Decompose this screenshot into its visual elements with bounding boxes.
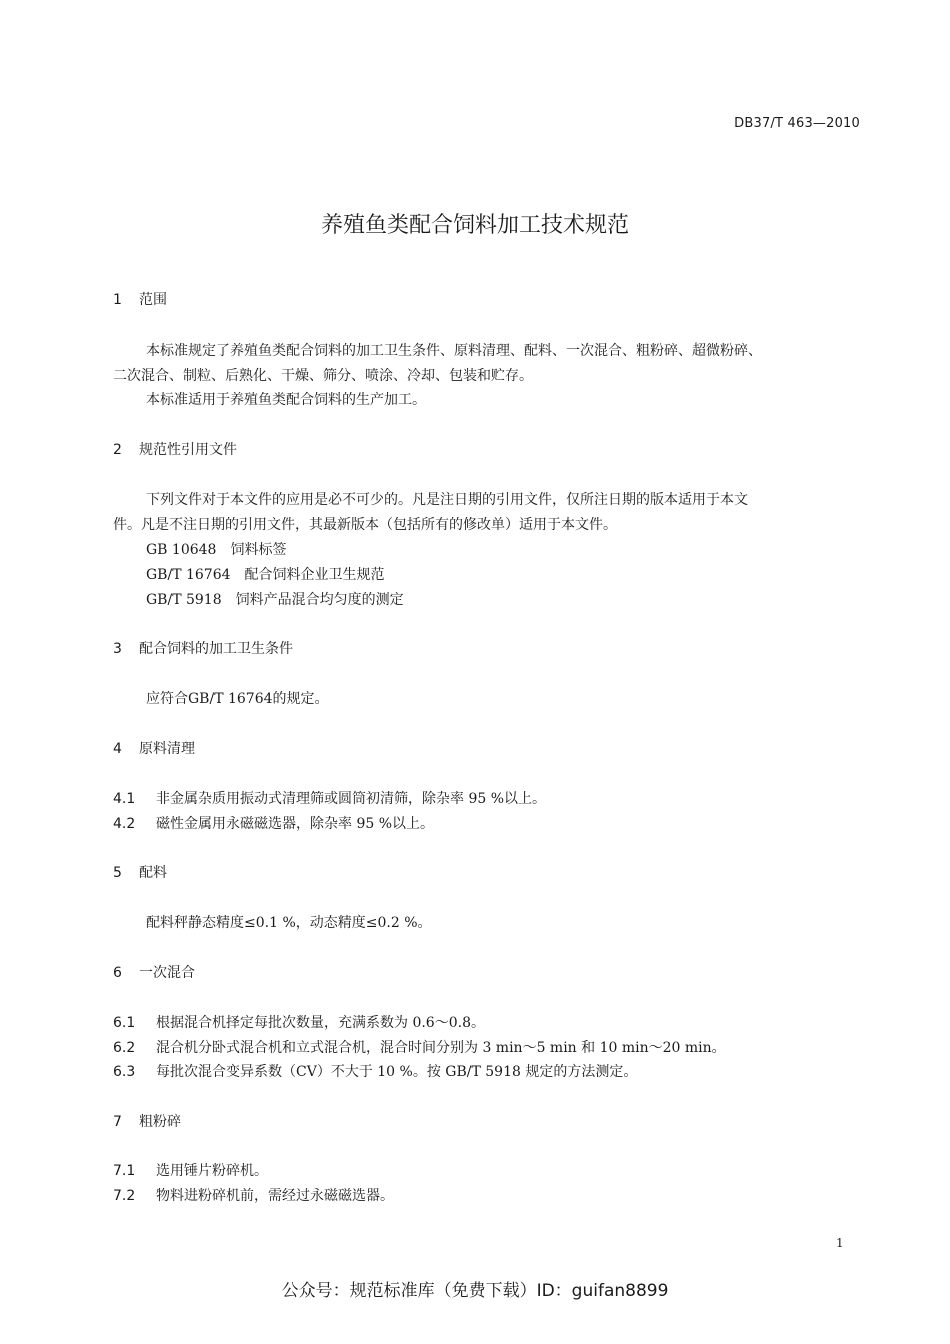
clause-number: 6.1	[113, 1015, 136, 1031]
clause	[113, 788, 546, 808]
clause-number: 6.3	[113, 1064, 136, 1080]
clause-text: 物料进粉碎机前，需经过永磁磁选器。	[156, 1188, 394, 1204]
paragraph: 二次混合、制粒、后熟化、干燥、筛分、喷涂、冷却、包装和贮存。	[113, 368, 533, 384]
paragraph: 件。凡是不注日期的引用文件，其最新版本（包括所有的修改单）适用于本文件。	[113, 517, 617, 533]
clause-number: 4.2	[113, 816, 136, 832]
section-3-heading	[113, 638, 293, 658]
section-7-heading	[113, 1111, 181, 1131]
section-title: 粗粉碎	[139, 1114, 181, 1130]
paragraph: 配料秤静态精度≤0.1 %，动态精度≤0.2 %。	[146, 915, 432, 931]
section-title: 一次混合	[139, 965, 195, 981]
section-5-heading	[113, 862, 167, 882]
clause	[113, 813, 434, 833]
section-number: 7	[113, 1114, 122, 1130]
clause	[113, 1061, 637, 1081]
section-title: 配料	[139, 865, 167, 881]
section-number: 5	[113, 865, 122, 881]
paragraph: 应符合GB/T 16764的规定。	[146, 691, 329, 707]
clause-text: 选用锤片粉碎机。	[156, 1163, 268, 1179]
standard-code: DB37/T 463—2010	[734, 116, 860, 131]
clause	[113, 1037, 726, 1057]
reference-item: GB/T 16764 配合饲料企业卫生规范	[146, 567, 385, 583]
section-number: 6	[113, 965, 122, 981]
section-6-heading	[113, 962, 195, 982]
footer-watermark: 公众号：规范标准库（免费下载）ID：guifan8899	[281, 1281, 669, 1301]
section-number: 3	[113, 641, 122, 657]
clause-text: 磁性金属用永磁磁选器，除杂率 95 %以上。	[156, 816, 435, 832]
paragraph: 下列文件对于本文件的应用是必不可少的。凡是注日期的引用文件，仅所注日期的版本适用于本文	[146, 492, 748, 508]
clause-number: 4.1	[113, 791, 136, 807]
clause-number: 7.2	[113, 1188, 136, 1204]
clause-number: 7.1	[113, 1163, 136, 1179]
clause-number: 6.2	[113, 1040, 136, 1056]
clause	[113, 1185, 394, 1205]
reference-item: GB/T 5918 饲料产品混合均匀度的测定	[146, 592, 404, 608]
section-title: 原料清理	[139, 741, 195, 757]
clause	[113, 1012, 485, 1032]
section-title: 范围	[139, 292, 167, 308]
document-title: 养殖鱼类配合饲料加工技术规范	[320, 213, 629, 238]
clause-text: 混合机分卧式混合机和立式混合机，混合时间分别为 3 min～5 min 和 10 min～20 min。	[156, 1040, 726, 1056]
paragraph: 本标准规定了养殖鱼类配合饲料的加工卫生条件、原料清理、配料、一次混合、粗粉碎、超微粉碎、	[146, 343, 762, 359]
clause-text: 每批次混合变异系数（CV）不大于 10 %。按 GB/T 5918 规定的方法测定。	[156, 1064, 638, 1080]
clause-text: 非金属杂质用振动式清理筛或圆筒初清筛，除杂率 95 %以上。	[156, 791, 547, 807]
clause-text: 根据混合机择定每批次数量，充满系数为 0.6～0.8。	[156, 1015, 485, 1031]
section-number: 1	[113, 292, 122, 308]
section-number: 2	[113, 442, 122, 458]
section-2-heading	[113, 439, 237, 459]
page-number: 1	[836, 1236, 844, 1250]
section-1-heading	[113, 289, 167, 309]
clause	[113, 1160, 268, 1180]
section-4-heading	[113, 738, 195, 758]
section-title: 配合饲料的加工卫生条件	[139, 641, 293, 657]
reference-item: GB 10648 饲料标签	[146, 542, 287, 558]
paragraph: 本标准适用于养殖鱼类配合饲料的生产加工。	[146, 392, 426, 408]
section-title: 规范性引用文件	[139, 442, 237, 458]
section-number: 4	[113, 741, 122, 757]
